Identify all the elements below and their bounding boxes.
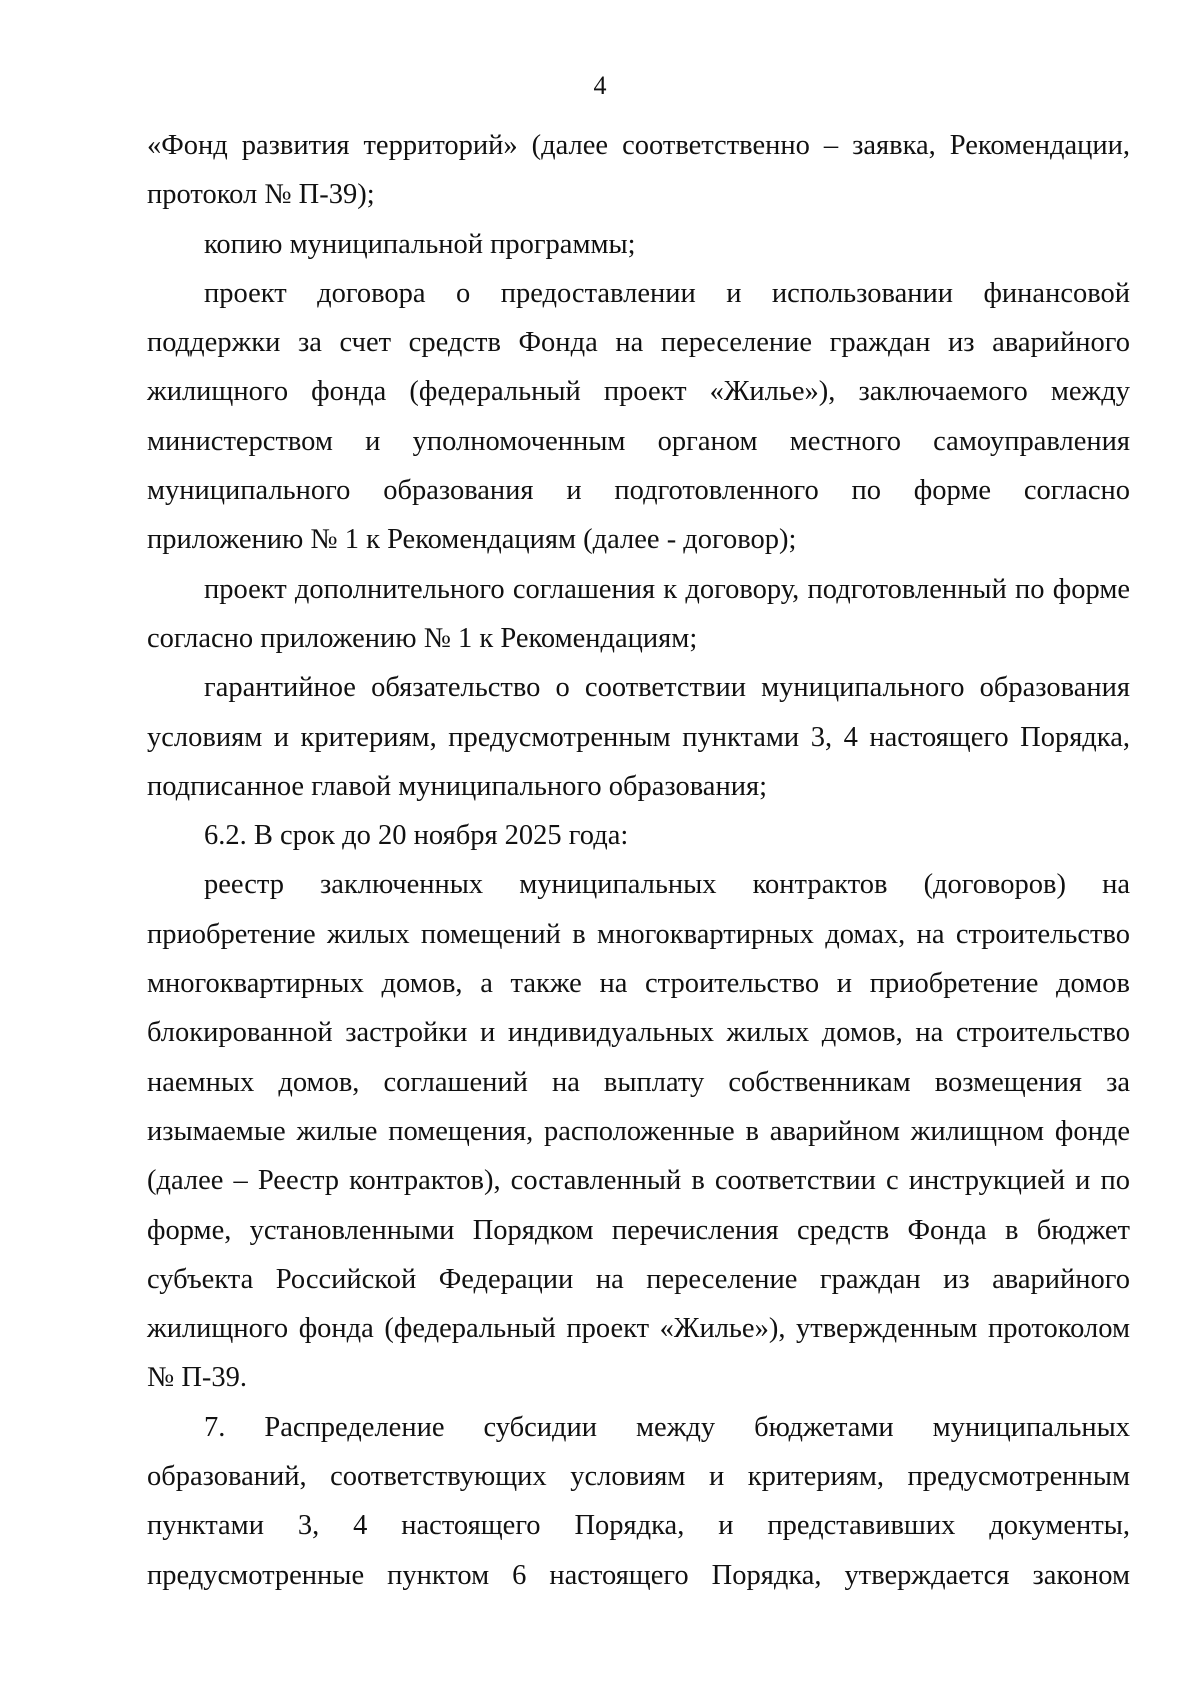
paragraph-item-7: 7. Распределение субсидии между бюджетами муниципальных образований, соответствующих условиям и критериям, предусмотренным пунктами 3, 4 настоящего Порядка, и представивших документы, предусмотренные пунктом 6 настоящего Порядка, утверждается законом bbox=[147, 1411, 1130, 1591]
paragraph-item-6-2: 6.2. В срок до 20 ноября 2025 года: bbox=[204, 820, 629, 852]
paragraph-draft-agreement: проект договора о предоставлении и использовании финансовой поддержки за счет средств Фонда на переселение граждан из аварийного жилищного фонда (федеральный проект «Жилье»), заключаемого между министерством и уполномоченным органом местного самоуправления муниципального образования и подготовленного по форме согласно приложению № 1 к Рекомендациям (далее - договор); bbox=[147, 277, 1130, 556]
paragraph-guarantee: гарантийное обязательство о соответствии муниципального образования условиям и критериям, предусмотренным пунктами 3, 4 настоящего Порядка, подписанное главой муниципального образования; bbox=[147, 672, 1130, 802]
page-number: 4 bbox=[593, 71, 607, 100]
paragraph-additional-agreement: проект дополнительного соглашения к договору, подготовленный по форме согласно приложению № 1 к Рекомендациям; bbox=[147, 573, 1130, 654]
paragraph-continuation: «Фонд развития территорий» (далее соответственно – заявка, Рекомендации, протокол № П-39); bbox=[147, 130, 1130, 211]
paragraph-program-copy: копию муниципальной программы; bbox=[204, 228, 636, 260]
document-body bbox=[147, 121, 1130, 1600]
paragraph-contracts-registry: реестр заключенных муниципальных контрактов (договоров) на приобретение жилых помещений в многоквартирных домах, на строительство многоквартирных домов, а также на строительство и приобретение домов блокированной застройки и индивидуальных жилых домов, на строительство наемных домов, соглашений на выплату собственникам возмещения за изымаемые жилые помещения, расположенные в аварийном жилищном фонде (далее – Реестр контрактов), составленный в соответствии с инструкцией и по форме, установленными Порядком перечисления средств Фонда в бюджет субъекта Российской Федерации на переселение граждан из аварийного жилищного фонда (федеральный проект «Жилье»), утвержденным протоколом № П-39. bbox=[147, 869, 1130, 1394]
